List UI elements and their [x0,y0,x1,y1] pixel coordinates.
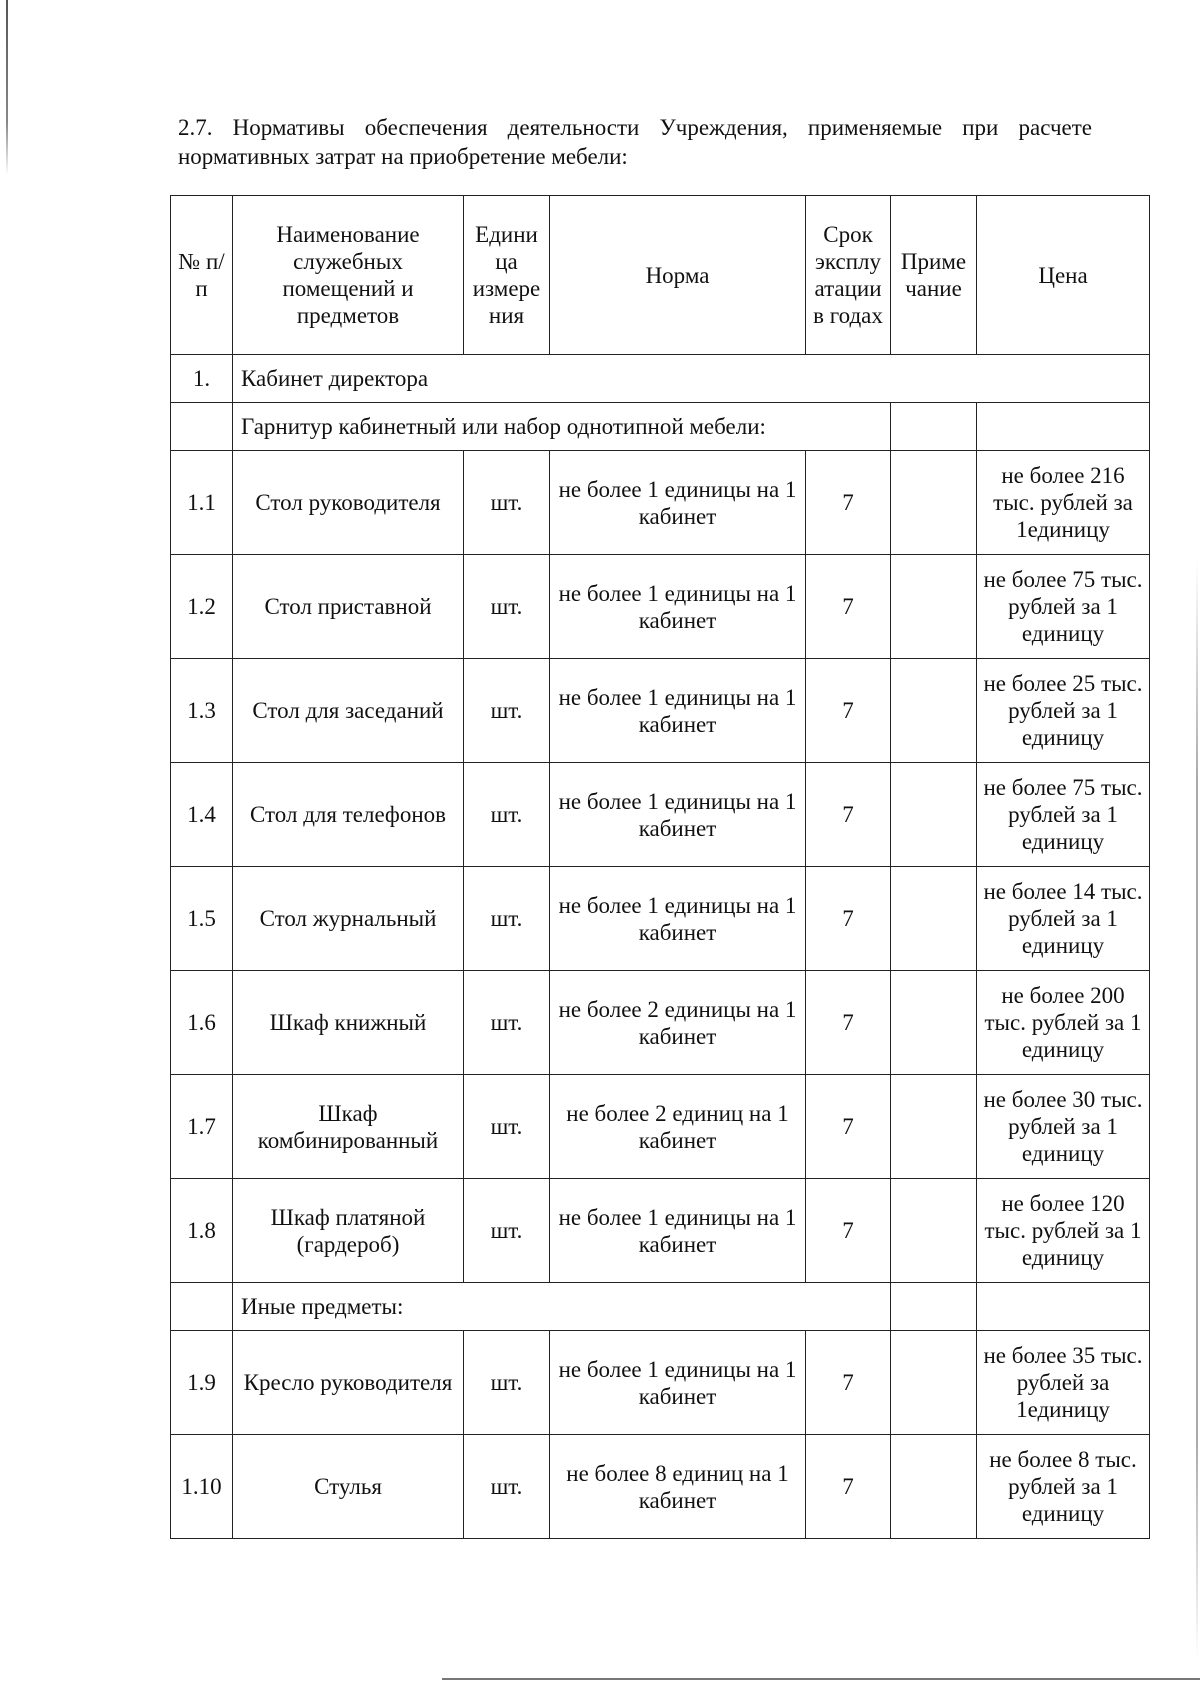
table-row [171,451,1150,555]
row-name: Кресло руководителя [233,1331,464,1435]
row-name: Шкаф комбинированный [233,1075,464,1179]
row-note [891,971,977,1075]
row-price: не более 30 тыс. рублей за 1 единицу [977,1075,1150,1179]
row-name: Стол руководителя [233,451,464,555]
scan-edge-right [1196,560,1198,1660]
group-row [171,1283,1150,1331]
col-header-unit: Едини ца измере ния [464,196,550,355]
row-unit: шт. [464,867,550,971]
group-note-cell [891,1283,977,1331]
row-norm: не более 2 единицы на 1 кабинет [550,971,806,1075]
group-num-cell [171,403,233,451]
row-num: 1.7 [171,1075,233,1179]
group-row [171,403,1150,451]
row-price: не более 200 тыс. рублей за 1 единицу [977,971,1150,1075]
row-norm: не более 2 единиц на 1 кабинет [550,1075,806,1179]
row-unit: шт. [464,1435,550,1539]
col-header-life: Срок эксплу атации в годах [806,196,891,355]
row-life: 7 [806,867,891,971]
table-row [171,763,1150,867]
row-name: Стол для заседаний [233,659,464,763]
row-unit: шт. [464,1075,550,1179]
row-life: 7 [806,451,891,555]
row-life: 7 [806,1075,891,1179]
row-num: 1.6 [171,971,233,1075]
row-norm: не более 1 единицы на 1 кабинет [550,1331,806,1435]
furniture-norms-table [170,195,1150,1539]
row-unit: шт. [464,451,550,555]
row-life: 7 [806,763,891,867]
row-norm: не более 8 единиц на 1 кабинет [550,1435,806,1539]
scan-edge-left [6,0,8,175]
row-note [891,1179,977,1283]
row-unit: шт. [464,971,550,1075]
row-num: 1.5 [171,867,233,971]
row-name: Стол журнальный [233,867,464,971]
row-num: 1.9 [171,1331,233,1435]
section-num: 1. [171,355,233,403]
row-life: 7 [806,659,891,763]
row-price: не более 120 тыс. рублей за 1 единицу [977,1179,1150,1283]
table-row [171,659,1150,763]
row-note [891,555,977,659]
group-note-cell [891,403,977,451]
row-num: 1.2 [171,555,233,659]
table-row [171,971,1150,1075]
header-row [171,196,1150,355]
group-price-cell [977,403,1150,451]
row-unit: шт. [464,763,550,867]
row-price: не более 8 тыс. рублей за 1 единицу [977,1435,1150,1539]
row-unit: шт. [464,659,550,763]
table-row [171,1435,1150,1539]
row-name: Стол приставной [233,555,464,659]
intro-paragraph: 2.7. Нормативы обеспечения деятельности Учреждения, применяемые при расчете нормативных затрат на приобретение мебели: [178,115,1092,169]
row-note [891,1075,977,1179]
row-note [891,1435,977,1539]
scan-edge-bottom [442,1678,1200,1680]
row-num: 1.10 [171,1435,233,1539]
row-norm: не более 1 единицы на 1 кабинет [550,763,806,867]
row-norm: не более 1 единицы на 1 кабинет [550,659,806,763]
table-row [171,867,1150,971]
section-row [171,355,1150,403]
row-price: не более 75 тыс. рублей за 1 единицу [977,763,1150,867]
row-price: не более 25 тыс. рублей за 1 единицу [977,659,1150,763]
row-norm: не более 1 единицы на 1 кабинет [550,555,806,659]
col-header-name: Наименование служебных помещений и предметов [233,196,464,355]
col-header-note: Приме чание [891,196,977,355]
row-name: Стол для телефонов [233,763,464,867]
row-name: Шкаф книжный [233,971,464,1075]
row-note [891,659,977,763]
table-row [171,1075,1150,1179]
row-price: не более 75 тыс. рублей за 1 единицу [977,555,1150,659]
table-row [171,555,1150,659]
row-life: 7 [806,971,891,1075]
row-name: Стулья [233,1435,464,1539]
group-num-cell [171,1283,233,1331]
group-price-cell [977,1283,1150,1331]
row-note [891,867,977,971]
row-name: Шкаф платяной (гардероб) [233,1179,464,1283]
row-num: 1.3 [171,659,233,763]
row-unit: шт. [464,1331,550,1435]
row-note [891,763,977,867]
row-norm: не более 1 единицы на 1 кабинет [550,867,806,971]
row-price: не более 14 тыс. рублей за 1 единицу [977,867,1150,971]
table-row [171,1179,1150,1283]
section-title: Кабинет директора [233,355,1150,403]
row-norm: не более 1 единицы на 1 кабинет [550,451,806,555]
table-row [171,1331,1150,1435]
row-price: не более 35 тыс. рублей за 1единицу [977,1331,1150,1435]
row-life: 7 [806,1435,891,1539]
row-price: не более 216 тыс. рублей за 1единицу [977,451,1150,555]
row-note [891,1331,977,1435]
row-norm: не более 1 единицы на 1 кабинет [550,1179,806,1283]
group-title: Иные предметы: [233,1283,891,1331]
col-header-num: № п/п [171,196,233,355]
row-num: 1.4 [171,763,233,867]
row-note [891,451,977,555]
row-num: 1.8 [171,1179,233,1283]
col-header-norm: Норма [550,196,806,355]
row-unit: шт. [464,1179,550,1283]
row-life: 7 [806,1179,891,1283]
row-num: 1.1 [171,451,233,555]
row-life: 7 [806,555,891,659]
row-life: 7 [806,1331,891,1435]
group-title: Гарнитур кабинетный или набор однотипной мебели: [233,403,891,451]
row-unit: шт. [464,555,550,659]
col-header-price: Цена [977,196,1150,355]
